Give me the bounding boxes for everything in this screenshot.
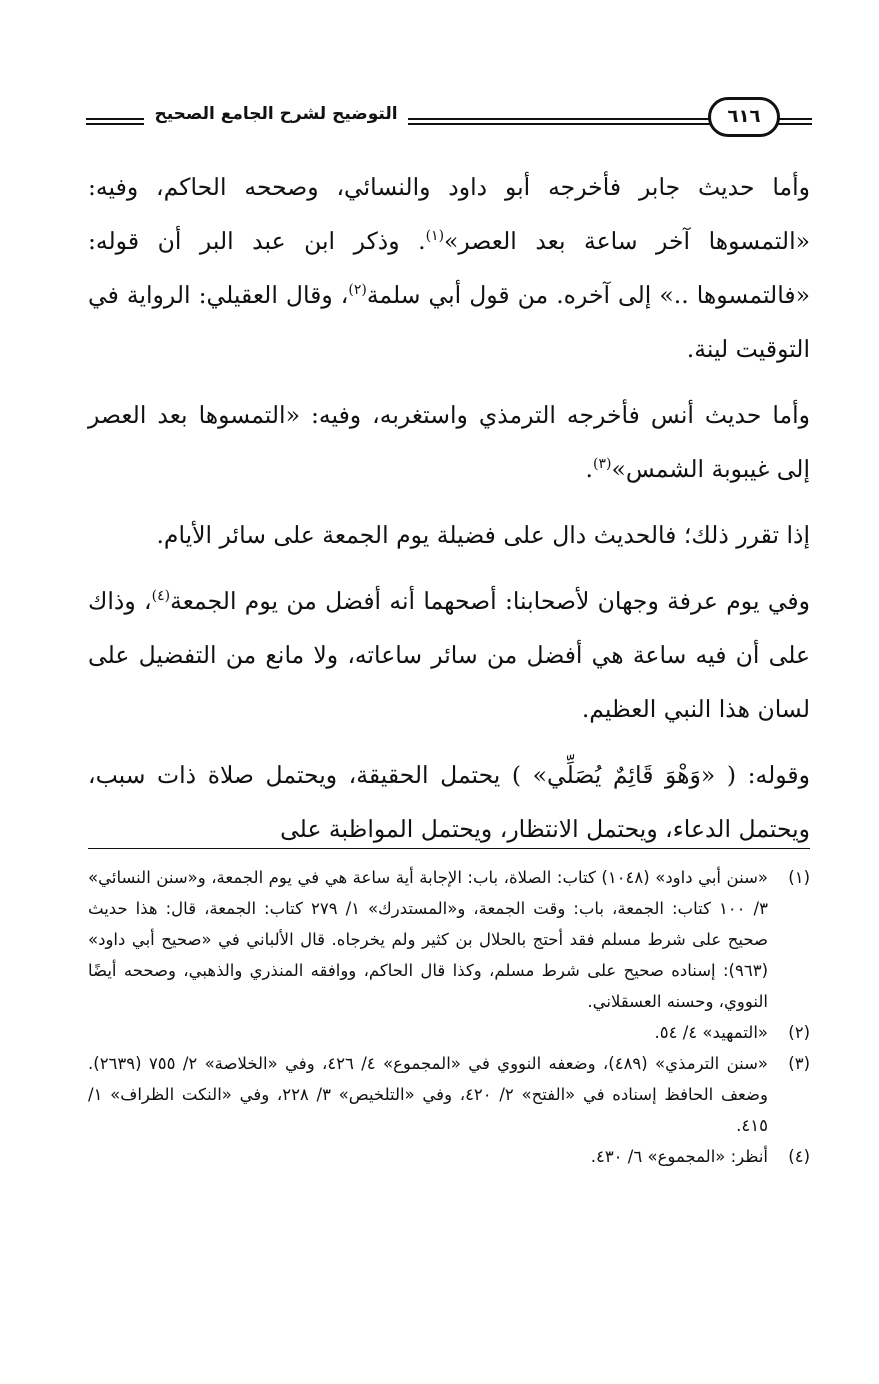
footnote-text: «سنن الترمذي» (٤٨٩)، وضعفه النووي في «المجموع» ٤/ ٤٢٦، وفي «الخلاصة» ٢/ ٧٥٥ (٢٦٣٩). وضعف الحافظ إسناده في «الفتح» ٢/ ٤٢٠، وفي «التلخيص» ٣/ ٢٢٨، وفي «النكت الظراف» ١/ ٤١٥.	[88, 1054, 769, 1135]
paragraph-arafah	[88, 574, 810, 736]
footnote-number: (٣)	[788, 1054, 810, 1073]
footnote-text: «التمهيد» ٤/ ٥٤.	[654, 1023, 768, 1042]
footnote-ref-2: (٢)	[348, 282, 367, 299]
paragraph-text: .	[585, 455, 593, 483]
footnote-text: أنظر: «المجموع» ٦/ ٤٣٠.	[590, 1147, 768, 1166]
running-title: التوضيح لشرح الجامع الصحيح	[154, 104, 398, 124]
paragraph-text: . وذكر ابن عبد البر أن قوله: «فالتمسوها ..» إلى آخره. من قول أبي سلمة	[88, 227, 810, 309]
paragraph-text: ، وذاك على أن فيه ساعة هي أفضل من سائر ساعاته، ولا مانع من التفضيل على لسان هذا النبي العظيم.	[88, 587, 810, 723]
page-header	[86, 96, 812, 146]
paragraph-text: وفي يوم عرفة وجهان لأصحابنا: أصحهما أنه أفضل من يوم الجمعة	[170, 587, 810, 615]
footnote-1	[88, 862, 810, 1017]
footnote-ref-4: (٤)	[151, 588, 171, 605]
footnote-separator	[88, 848, 810, 849]
footnote-text: «سنن أبي داود» (١٠٤٨) كتاب: الصلاة، باب: الإجابة أية ساعة هي في يوم الجمعة، و«سنن النسائي» ٣/ ١٠٠ كتاب: الجمعة، باب: وقت الجمعة، و«المستدرك» ١/ ٢٧٩ كتاب: الجمعة، قال: هذا حديث صحيح على شرط مسلم فقد أحتج بالحلال بن كثير ولم يخرجاه. قال الألباني في «صحيح أبي داود» (٩٦٣): إسناده صحيح على شرط مسلم، وكذا قال الحاكم، ووافقه المنذري والذهبي، وصححه أيضًا النووي، وحسنه العسقلاني.	[88, 868, 768, 1011]
paragraph-text: وأما حديث أنس فأخرجه الترمذي واستغربه، وفيه: «التمسوها بعد العصر إلى غيبوبة الشمس»	[88, 401, 810, 483]
paragraph-text: وأما حديث جابر فأخرجه أبو داود والنسائي، وصححه الحاكم، وفيه: «التمسوها آخر ساعة بعد العصر»	[88, 173, 810, 255]
footnote-number: (٢)	[788, 1023, 810, 1042]
footnotes	[88, 862, 810, 1172]
footnote-2	[88, 1017, 810, 1048]
footnote-3	[88, 1048, 810, 1141]
footnote-number: (٤)	[788, 1147, 810, 1166]
paragraph-conclusion: إذا تقرر ذلك؛ فالحديث دال على فضيلة يوم الجمعة على سائر الأيام.	[156, 521, 810, 549]
main-text	[88, 160, 810, 868]
paragraph-anas	[88, 388, 810, 496]
paragraph-jabir	[88, 160, 810, 376]
page-number: ٦١٦	[708, 97, 780, 137]
paragraph-qawluhu: وقوله: ( «وَهْوَ قَائِمٌ يُصَلِّي» ) يحتمل الحقيقة، ويحتمل صلاة ذات سبب، ويحتمل الدعاء، ويحتمل الانتظار، ويحتمل المواظبة على	[88, 761, 810, 843]
paragraph-text: ، وقال العقيلي: الرواية في التوقيت لينة.	[88, 281, 810, 363]
footnote-ref-3: (٣)	[592, 456, 612, 473]
header-rule-left	[86, 118, 144, 125]
header-rule-right	[780, 118, 812, 125]
footnote-4	[88, 1141, 810, 1172]
footnote-ref-1: (١)	[425, 228, 445, 245]
footnote-number: (١)	[788, 868, 810, 887]
